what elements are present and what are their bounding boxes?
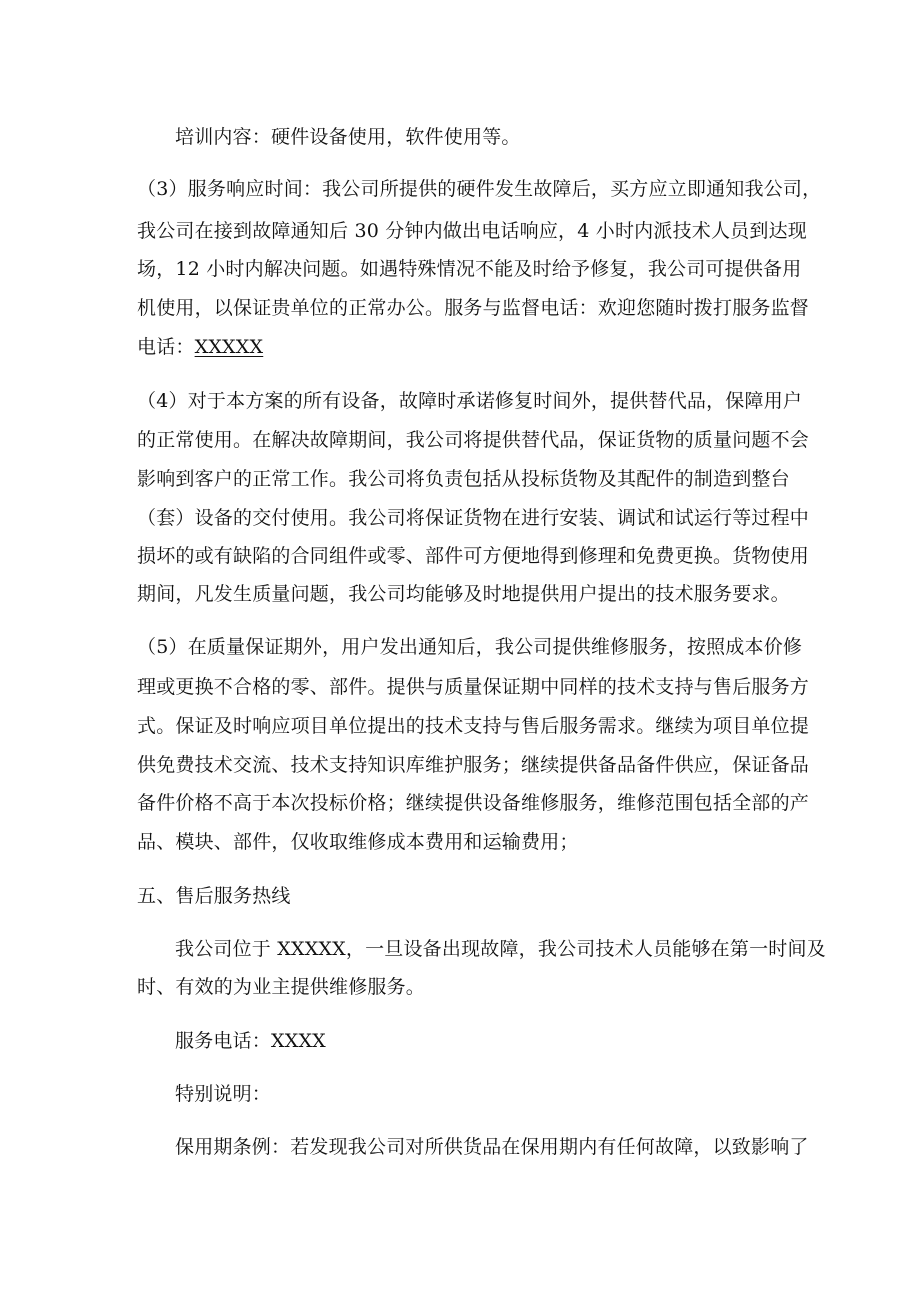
paragraph-line: 时、有效的为业主提供维修服务。 (137, 976, 426, 998)
phone-label: 电话： (137, 336, 195, 358)
paragraph-line: 损坏的或有缺陷的合同组件或零、部件可方便地得到修理和免费更换。货物使用 (137, 545, 810, 567)
paragraph-line: 备件价格不高于本次投标价格；继续提供设备维修服务，维修范围包括全部的产 (137, 792, 810, 814)
paragraph-line: 式。保证及时响应项目单位提出的技术支持与售后服务需求。继续为项目单位提 (137, 715, 810, 737)
paragraph-line: 我公司在接到故障通知后 30 分钟内做出电话响应，4 小时内派技术人员到达现 (137, 220, 807, 242)
paragraph-line: （5）在质量保证期外，用户发出通知后，我公司提供维修服务，按照成本价修 (137, 636, 803, 658)
warranty-clause: 保用期条例：若发现我公司对所供货品在保用期内有任何故障，以致影响了 (175, 1136, 809, 1158)
special-note-label: 特别说明： (175, 1083, 272, 1105)
supervision-phone-number: XXXXX (194, 336, 264, 358)
section-heading: 五、售后服务热线 (137, 885, 291, 907)
paragraph-line: 影响到客户的正常工作。我公司将负责包括从投标货物及其配件的制造到整台 (137, 468, 790, 490)
service-phone: 服务电话：XXXX (175, 1030, 326, 1052)
paragraph-line: 的正常使用。在解决故障期间，我公司将提供替代品，保证货物的质量问题不会 (137, 429, 810, 451)
paragraph-line: 供免费技术交流、技术支持知识库维护服务；继续提供备品备件供应，保证备品 (137, 754, 810, 776)
paragraph-line-phone (137, 334, 263, 360)
paragraph-line: 机使用，以保证贵单位的正常办公。服务与监督电话：欢迎您随时拨打服务监督 (137, 297, 810, 319)
paragraph-line: 品、模块、部件，仅收取维修成本费用和运输费用； (137, 831, 579, 853)
training-content-line: 培训内容：硬件设备使用，软件使用等。 (175, 126, 521, 148)
paragraph-line: 理或更换不合格的零、部件。提供与质量保证期中同样的技术支持与售后服务方 (137, 676, 810, 698)
paragraph-line: （4）对于本方案的所有设备，故障时承诺修复时间外，提供替代品，保障用户 (137, 390, 803, 412)
paragraph-line: （套）设备的交付使用。我公司将保证货物在进行安装、调试和试运行等过程中 (137, 507, 810, 529)
paragraph-line: 场，12 小时内解决问题。如遇特殊情况不能及时给予修复，我公司可提供备用 (137, 258, 802, 280)
paragraph-line: 我公司位于 XXXXX，一旦设备出现故障，我公司技术人员能够在第一时间及 (175, 938, 826, 960)
paragraph-line: （3）服务响应时间：我公司所提供的硬件发生故障后，买方应立即通知我公司， (137, 178, 822, 200)
paragraph-line: 期间，凡发生质量问题，我公司均能够及时地提供用户提出的技术服务要求。 (137, 583, 790, 605)
